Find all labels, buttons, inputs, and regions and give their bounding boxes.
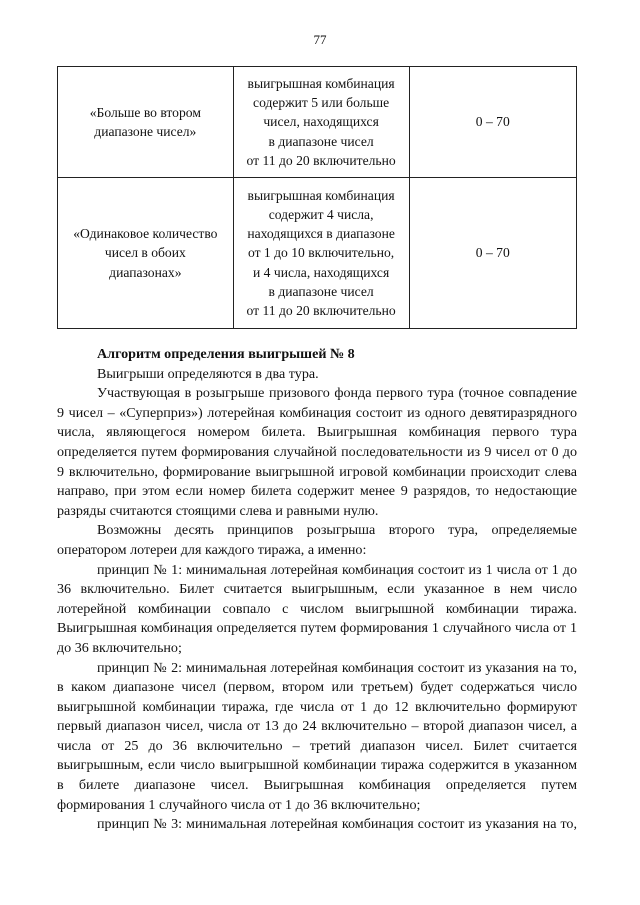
share-cell: 0 – 70: [409, 178, 576, 329]
condition-line: содержит 4 числа,: [268, 206, 374, 222]
body-text: [57, 345, 577, 835]
condition-line: от 11 до 20 включительно: [246, 152, 396, 168]
condition-line: выигрышная комбинация: [247, 75, 395, 91]
share-cell: 0 – 70: [409, 67, 576, 178]
condition-line: в диапазоне чисел: [268, 283, 374, 299]
paragraph: Участвующая в розыгрыше призового фонда первого тура (точное совпадение 9 чисел – «Суперприз») лотерейная комбинация состоит из одного девятиразрядного числа, являющегося номером билета. Выигрышная комбинация первого тура определяется путем формирования случайной последовательности из 9 чисел от 0 до 9 включительно, формирование выигрышной игровой комбинации происходит слева направо, при этом если номер билета содержит менее 9 разрядов, то недостающие разряды считаются стоящими слева и равными нулю.: [57, 385, 577, 519]
table-row: [58, 67, 577, 178]
condition-line: в диапазоне чисел: [268, 133, 374, 149]
category-line: чисел в обоих: [104, 245, 186, 261]
condition-line: чисел, находящихся: [263, 114, 379, 130]
condition-cell: [233, 67, 409, 178]
category-cell: [58, 67, 234, 178]
paragraph: принцип № 3: минимальная лотерейная комбинация состоит из указания на то,: [97, 816, 577, 833]
condition-line: содержит 5 или больше: [253, 95, 390, 111]
category-cell: [58, 178, 234, 329]
category-line: диапазоне чисел»: [94, 124, 197, 139]
prize-table: [57, 66, 577, 329]
category-line: «Одинаковое количество: [73, 226, 218, 242]
table-row: [58, 178, 577, 329]
page-number: 77: [313, 32, 327, 47]
category-line: «Больше во втором: [89, 104, 201, 120]
section-heading: Алгоритм определения выигрышей № 8: [97, 346, 355, 362]
paragraph: Выигрыши определяются в два тура.: [97, 365, 319, 382]
paragraph: принцип № 1: минимальная лотерейная комбинация состоит из 1 числа от 1 до 36 включительно. Билет считается выигрышным, если указанное в нем число лотерейной комбинации совпало с числом выигрышной комбинации тиража. Выигрышная комбинация определяется путем формирования 1 случайного числа от 1 до 36 включительно;: [57, 561, 577, 656]
category-line: диапазонах»: [109, 264, 182, 280]
paragraph: Возможны десять принципов розыгрыша второго тура, определяемые оператором лотереи для каждого тиража, а именно:: [57, 522, 577, 558]
condition-line: от 1 до 10 включительно,: [247, 245, 395, 261]
condition-line: от 11 до 20 включительно: [246, 303, 396, 318]
condition-line: выигрышная комбинация: [247, 187, 395, 203]
condition-line: и 4 числа, находящихся: [252, 264, 390, 280]
condition-cell: [233, 178, 409, 329]
paragraph: принцип № 2: минимальная лотерейная комбинация состоит из указания на то, в каком диапазоне чисел (первом, втором или третьем) будет содержаться число выигрышной комбинации тиража, где числа от 1 до 12 включительно формируют первый диапазон чисел, числа от 13 до 24 включительно – второй диапазон чисел, а числа от 25 до 36 включительно – третий диапазон чисел. Билет считается выигрышным, если число выигрышной комбинации тиража содержится в указанном в билете диапазоне чисел. Выигрышная комбинация определяется путем формирования 1 случайного числа от 1 до 36 включительно;: [57, 659, 577, 813]
condition-line: находящихся в диапазоне: [247, 226, 395, 242]
